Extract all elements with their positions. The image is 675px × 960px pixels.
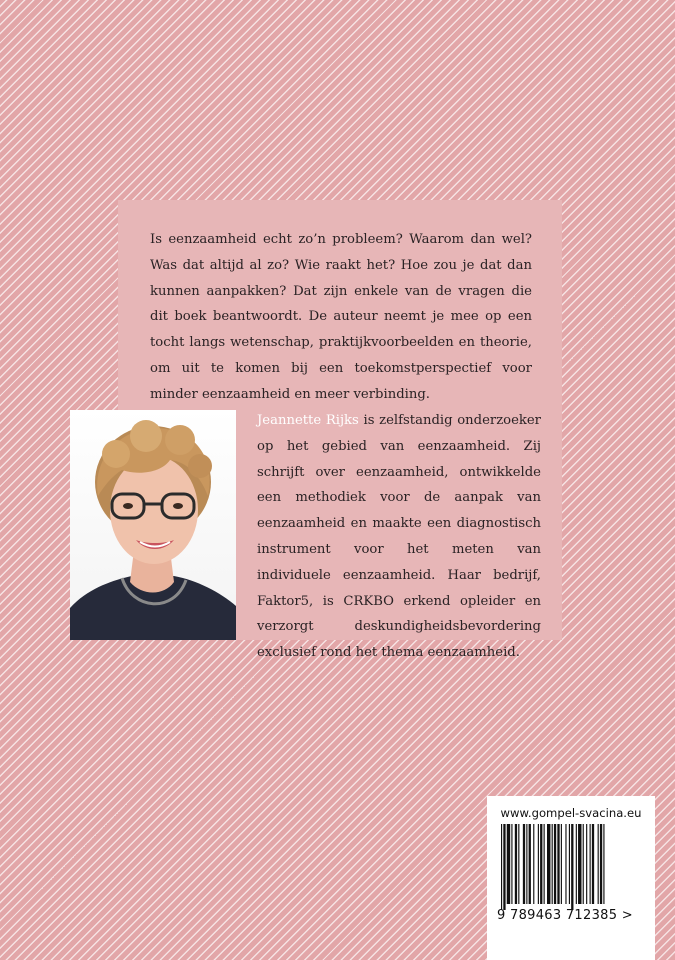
barcode-bar: [571, 824, 573, 910]
barcode-bar: [586, 824, 587, 904]
barcode-bar: [501, 824, 502, 910]
barcode-bar: [511, 824, 512, 904]
barcode-bar: [578, 824, 581, 904]
barcode-bar: [523, 824, 525, 904]
barcode-bar: [533, 824, 534, 904]
barcode-bar: [565, 824, 566, 904]
author-bio: [257, 408, 541, 666]
publisher-url: www.gompel-svacina.eu: [500, 806, 642, 820]
barcode-bar: [600, 824, 602, 904]
barcode-bar: [544, 824, 545, 904]
barcode-bar: [547, 824, 550, 904]
barcode-bar: [569, 824, 570, 904]
barcode: [501, 824, 643, 910]
barcode-bar: [529, 824, 531, 904]
barcode-bar: [540, 824, 542, 904]
barcode-bar: [518, 824, 519, 904]
barcode-bar: [554, 824, 556, 904]
barcode-bar: [590, 824, 591, 904]
author-bio-text: is zelfstandig onderzoeker op het gebied van eenzaamheid. Zij schrijft over eenzaamheid, ontwikkelde een methodiek voor de aanpak van eenzaamheid en maakte een diagnostisch instrument voor het meten van individuele eenzaamheid. Haar bedrijf, Faktor5, is CRKBO erkend opleider en verzorgt deskundigheidsbevordering exclusief rond het thema eenzaamheid.: [257, 413, 541, 661]
isbn-number: 9 789463 712385 >: [497, 908, 633, 923]
barcode-bar: [576, 824, 577, 904]
barcode-box: [487, 796, 655, 960]
barcode-bar: [561, 824, 562, 904]
blurb-text: Is eenzaamheid echt zo’n probleem? Waarom dan wel? Was dat altijd al zo? Wie raakt het? Hoe zou je dat dan kunnen aanpakken? Dat zijn enkele van de vragen die dit boek beantwoordt. De auteur neemt je mee op een tocht langs wetenschap, praktijkvoorbeelden en theorie, om uit te komen bij een toekomstperspectief voor minder eenzaamheid en meer verbinding.: [150, 232, 532, 402]
author-name: Jeannette Rijks: [257, 413, 359, 428]
barcode-bar: [552, 824, 553, 904]
barcode-bar: [603, 824, 604, 904]
barcode-bar: [598, 824, 599, 904]
author-photo: [70, 410, 236, 640]
barcode-bar: [592, 824, 594, 904]
barcode-bar: [538, 824, 539, 904]
barcode-bar: [557, 824, 559, 904]
barcode-bar: [503, 824, 505, 910]
barcode-bar: [507, 824, 510, 904]
barcode-bar: [583, 824, 584, 904]
barcode-bar: [515, 824, 517, 904]
barcode-bar: [526, 824, 527, 904]
